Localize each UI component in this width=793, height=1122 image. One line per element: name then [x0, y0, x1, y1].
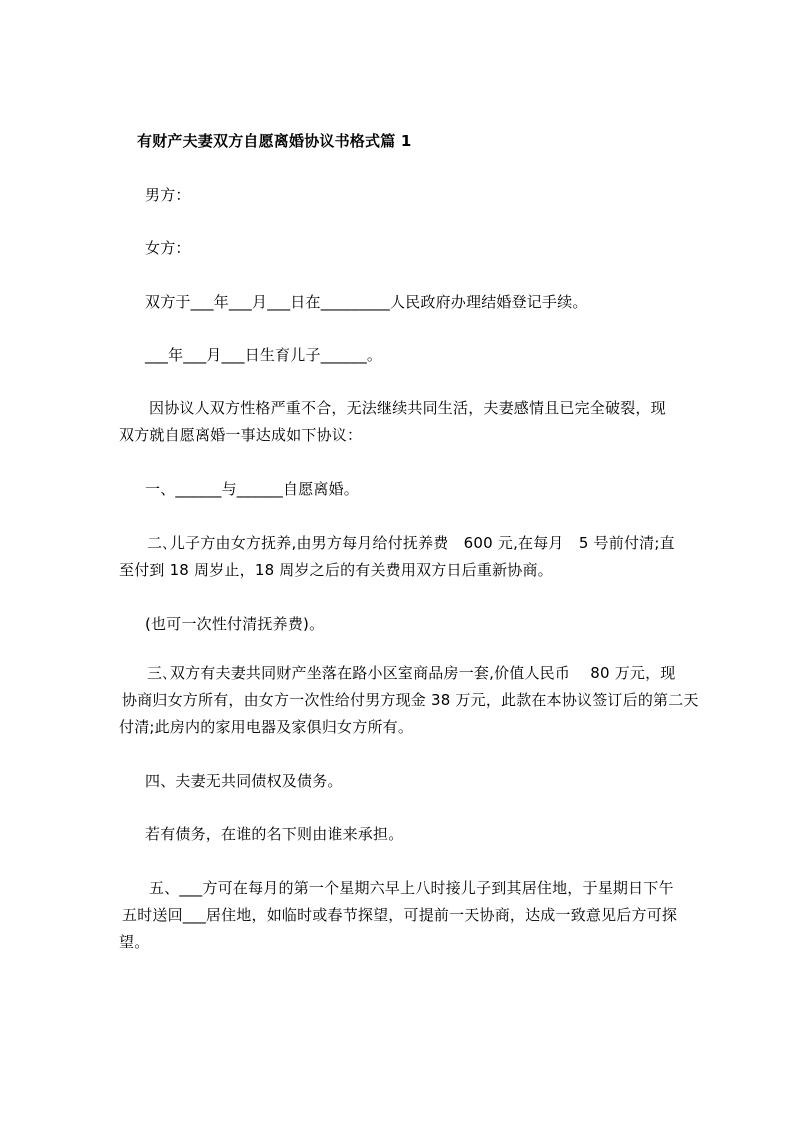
clause-4-note: 若有债务，在谁的名下则由谁来承担。 [145, 825, 404, 843]
clause-4: 四、夫妻无共同债权及债务。 [145, 772, 343, 790]
clause-2-line-2: 至付到 18 周岁止，18 周岁之后的有关费用双方日后重新协商。 [119, 561, 553, 579]
male-party-label: 男方： [145, 186, 191, 204]
reason-paragraph-line-2: 双方就自愿离婚一事达成如下协议： [119, 426, 363, 444]
clause-5-line-1: 五、___方可在每月的第一个星期六早上八时接儿子到其居住地，于星期日下午 [149, 879, 674, 897]
clause-2-note: (也可一次性付清抚养费)。 [145, 615, 325, 633]
document-title: 有财产夫妻双方自愿离婚协议书格式篇 1 [137, 132, 412, 150]
clause-5-line-3: 望。 [119, 933, 150, 951]
clause-3-line-1: 三､双方有夫妻共同财产坐落在路小区室商品房一套,价值人民币 80 万元，现 [147, 664, 676, 682]
clause-2-line-1: 二､儿子方由女方抚养,由男方每月给付抚养费 600 元,在每月 5 号前付清;直 [147, 534, 675, 552]
clause-3-line-2: 协商归女方所有，由女方一次性给付男方现金 38 万元，此款在本协议签订后的第二天 [122, 691, 699, 709]
clause-3-line-3: 付清;此房内的家用电器及家俱归女方所有。 [119, 718, 414, 736]
reason-paragraph-line-1: 因协议人双方性格严重不合，无法继续共同生活，夫妻感情且已完全破裂，现 [149, 399, 666, 417]
clause-5-line-2: 五时送回___居住地，如临时或春节探望，可提前一天协商，达成一致意见后方可探 [122, 906, 678, 924]
female-party-label: 女方： [145, 239, 191, 257]
marriage-registration-line: 双方于___年___月___日在_________人民政府办理结婚登记手续。 [145, 293, 588, 311]
clause-1: 一、______与______自愿离婚。 [145, 480, 360, 498]
son-birth-line: ___年___月___日生育儿子______。 [145, 346, 383, 364]
